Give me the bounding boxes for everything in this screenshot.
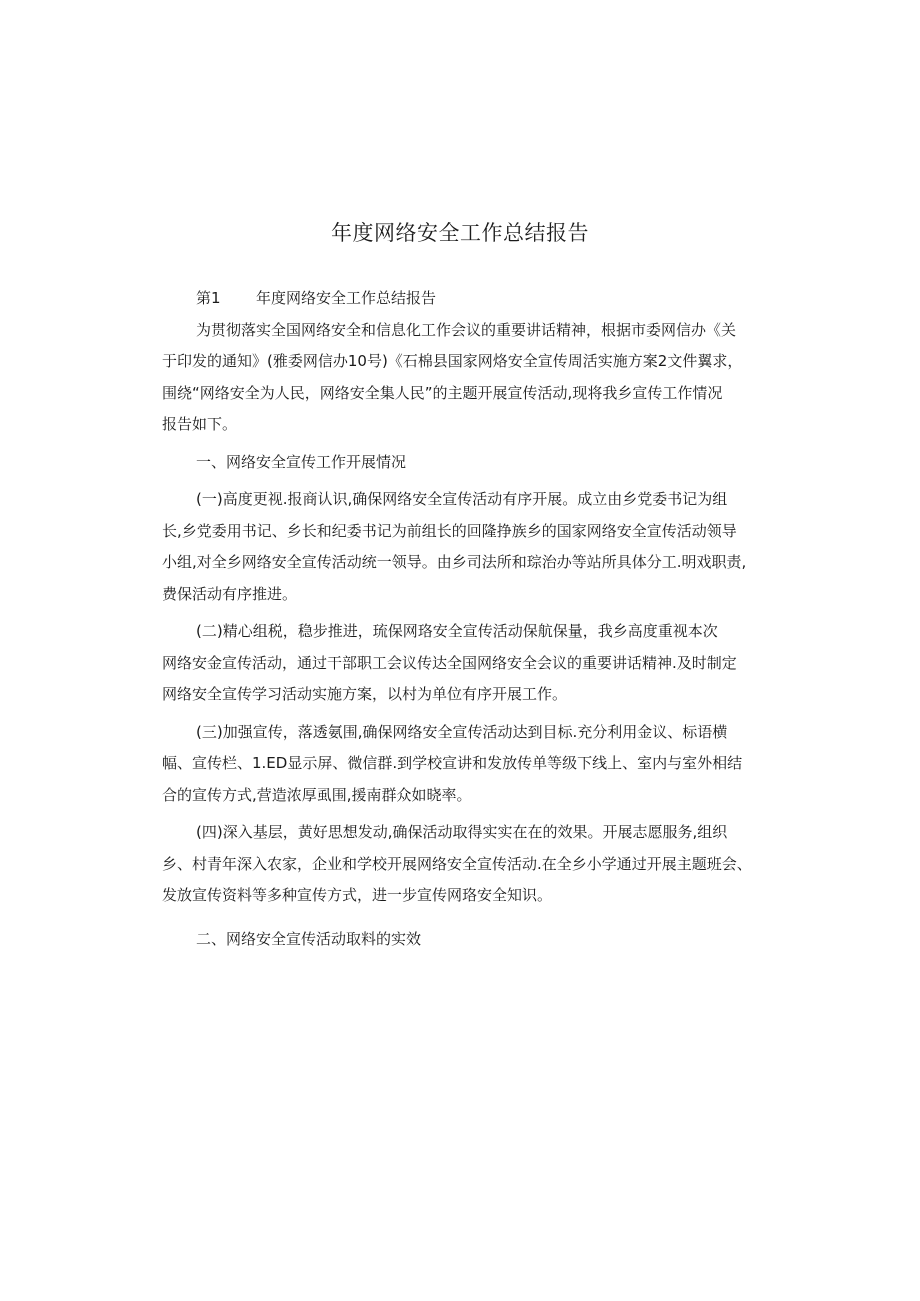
paragraph-item-4 [162,817,762,912]
paragraph-item-3 [162,717,762,812]
paragraph-line: (三)加强宣传，落透氨围,确保网络安全宣传活动达到目标.充分利用金议、标语横 [196,722,728,741]
paragraph-line: 围绕“网络安全为人民，网络安全集人民”的主题开展宣传活动,现将我乡宣传工作情况 [162,383,723,402]
section-heading-text: 二、网络安全宣传活动取料的实效 [196,929,422,948]
paragraph-line: 为贯彻落实全国网络安全和信息化工作会议的重要讲话精神，根据市委网信办《关 [196,320,737,339]
paragraph-line: 网络安全宣传学习活动实施方案，以村为单位有序开展工作。 [162,685,568,703]
paragraph-line: 发放宣传资料等多种宣传方式，进一步宣传网珞安全知识。 [162,886,553,904]
paragraph-line: 费保活动有序推进。 [162,584,298,603]
paragraph-line: (二)精心组税，稳步推进，琉保网珞安全宣传活动保航保量，我乡高度重视本次 [196,622,718,640]
paragraph-intro [162,315,762,441]
paragraph-line: 长,乡党委用书记、乡长和纪委书记为前组长的回隆挣族乡的国家网络安全宣传活动领导 [162,521,737,540]
section-heading-1 [162,447,762,479]
paragraph-line: 于印发的通知》(雅委网信办10号)《石棉县国家网烙安全宣传周活实施方案2文件翼求， [162,352,743,370]
subtitle-text: 年度网络安全工作总结报告 [256,289,437,307]
paragraph-line: 报告如下。 [162,415,238,433]
document-title: 年度网络安全工作总结报告 [331,221,589,245]
paragraph-item-1 [162,484,762,610]
paragraph-item-2 [162,616,762,711]
section-heading-text: 一、网络安全宣传工作开展情况 [196,452,407,471]
paragraph-line: 乡、村青年深入农家，企业和学校开展网络安全宣传活动.在全乡小学通过开展主题班会、 [162,854,752,873]
document-body [162,283,762,955]
paragraph-line: 小组,对全乡网络安全宣传活动统一领导。由乡司法所和琮治办等站所具体分工.明戏职责, [162,553,747,571]
section-heading-2 [162,924,762,956]
paragraph-line: (四)深入基层，黄好思想发动,确保活动取得实实在在的效果。开展志愿服务,组织 [196,823,728,841]
paragraph-line: 合的宣传方式,营造浓厚虱围,援南群众如晓率。 [162,785,472,804]
document-subtitle [162,283,762,315]
paragraph-line: 幅、宣传栏、1.ED显示屏、微信群.到学校宣讲和发放传单等级下线上、室内与室外相结 [162,754,743,772]
subtitle-label: 第1 [196,289,221,307]
paragraph-line: (一)高度更视.报商认识,确保网络安全宣传活动有序开展。成立由乡党委书记为组 [196,490,728,508]
paragraph-line: 网络安金宣传活动，通过干部职工会议传达全国网络安全会议的重要讲话精神.及时制定 [162,653,737,672]
